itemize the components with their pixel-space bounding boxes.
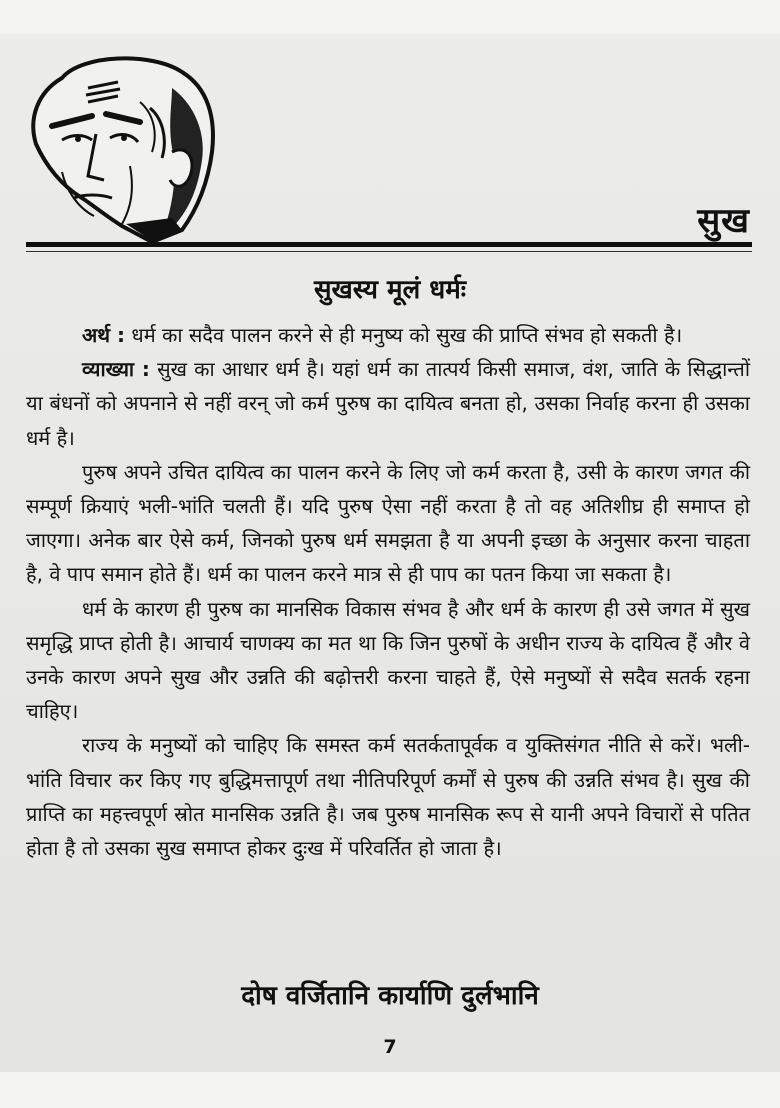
- sutra-heading: सुखस्य मूलं धर्मः: [313, 275, 467, 305]
- page-number: 7: [383, 1036, 397, 1058]
- paragraph-meaning: [26, 318, 750, 352]
- header-rule-thin: [26, 251, 752, 252]
- paragraph: धर्म के कारण ही पुरुष का मानसिक विकास संभव है और धर्म के कारण ही उसे जगत में सुख समृद्धि प्राप्त होती है। आचार्य चाणक्य का मत था कि जिन पुरुषों के अधीन राज्य के दायित्व हैं और वे उनके कारण अपने सुख और उन्नति की बढ़ोत्तरी करना चाहते हैं, ऐसे मनुष्यों से सदैव सतर्क रहना चाहिए।: [26, 596, 750, 724]
- explanation-text: सुख का आधार धर्म है। यहां धर्म का तात्पर्य किसी समाज, वंश, जाति के सिद्धान्तों या बंधनों को अपनाने से नहीं वरन् जो कर्म पुरुष का दायित्व बनता हो, उसका निर्वाह करना ही उसका धर्म है।: [26, 357, 751, 450]
- chapter-title: सुख: [697, 201, 750, 241]
- meaning-label: अर्थ :: [82, 323, 126, 347]
- meaning-text: धर्म का सदैव पालन करने से ही मनुष्य को सुख की प्राप्ति संभव हो सकती है।: [131, 323, 683, 347]
- explanation-label: व्याख्या :: [82, 357, 150, 382]
- paragraph: पुरुष अपने उचित दायित्व का पालन करने के लिए जो कर्म करता है, उसी के कारण जगत की सम्पूर्ण क्रियाएं भली-भांति चलती हैं। यदि पुरुष ऐसा नहीं करता है तो वह अतिशीघ्र ही समाप्त हो जाएगा। अनेक बार ऐसे कर्म, जिनको पुरुष धर्म समझता है या अपनी इच्छा के अनुसार करना चाहता है, वे पाप समान होते हैं। धर्म का पालन करने मात्र से ही पाप का पतन किया जा सकता है।: [26, 459, 750, 587]
- paragraph-explanation: [26, 352, 750, 455]
- scan-bottom-margin: [0, 1072, 780, 1108]
- paragraph: राज्य के मनुष्यों को चाहिए कि समस्त कर्म सतर्कतापूर्वक व युक्तिसंगत नीति से करें। भली-भांति विचार कर किए गए बुद्धिमत्तापूर्ण तथा नीतिपरिपूर्ण कर्मों से पुरुष की उन्नति संभव है। सुख की प्राप्ति का महत्त्वपूर्ण स्रोत मानसिक उन्नति है। जब पुरुष मानसिक रूप से यानी अपने विचारों से पतित होता है तो उसका सुख समाप्त होकर दुःख में परिवर्तित हो जाता है।: [26, 733, 750, 861]
- header-rule-thick: [26, 242, 752, 247]
- body-text: [26, 318, 750, 865]
- scan-top-margin: [0, 0, 780, 34]
- chanakya-portrait-icon: [22, 48, 222, 244]
- closing-sutra-heading: दोष वर्जितानि कार्याणि दुर्लभानि: [241, 981, 539, 1011]
